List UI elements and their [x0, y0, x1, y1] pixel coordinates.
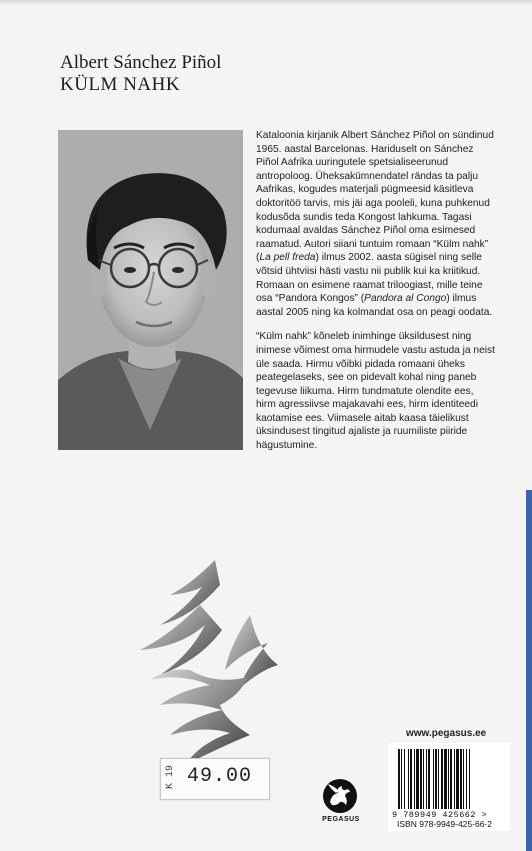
book-title: KÜLM NAHK: [60, 74, 181, 95]
author-biography: [256, 129, 496, 464]
barcode-number: 9 789949 425662 >: [392, 810, 488, 820]
barcode-bar: [408, 749, 409, 809]
author-portrait-icon: [58, 130, 243, 450]
price-value: 49.00: [187, 765, 253, 788]
top-edge-shadow: [0, 0, 532, 6]
barcode-bar: [401, 749, 402, 809]
barcode-bar: [428, 749, 430, 809]
barcode: [388, 743, 510, 831]
barcode-bar: [466, 749, 467, 809]
barcode-bar: [450, 749, 452, 809]
bio-paragraph-1: Kataloonia kirjanik Albert Sánchez Piñol on sündinud 1965. aastal Barcelonas. Hariduselt on Sánchez Piñol Aafrika uuringutele spetsialiseerunud antropoloog. Üheksakümnendatel rändas ta palju Aafrikas, kogudes materjali pügmeesid käsitleva doktoritöö tarvis, mis jäi aga pooleli, kuna puhkenud kodusõda sundis teda Kongost lahkuma. Tagasi kodumaal avaldas Sánchez Piñol oma esimesed raamatud. Autori siiani tuntuim romaan “Külm nahk” (La pell freda) ilmus 2002. aasta sügisel ning selle võtsid ühtviisi hästi vastu nii publik kui ka kriitikud. Romaan on esimene raamat triloogiast, mille teine osa “Pandora Kongos” (Pandora al Congo) ilmus aastal 2005 ning ka kolmandat osa on peagi oodata.: [256, 130, 494, 318]
barcode-bar: [433, 749, 434, 809]
price-code: K 19: [165, 765, 176, 790]
barcode-bar: [414, 749, 415, 809]
barcode-bar: [398, 749, 400, 809]
barcode-bar: [416, 749, 419, 809]
barcode-bar: [469, 749, 470, 809]
publisher-name: PEGASUS: [322, 816, 360, 823]
barcode-bar: [444, 749, 447, 809]
bio-paragraph-2: “Külm nahk” kõneleb inimhinge üksildusest ning inimese võimest oma hirmudele vastu astuda ja neist üle saada. Hirmu võibki pidada romaani üheks peategelaseks, see on pidevalt kohal ning paneb tegevuse liikuma. Hirm tundmatute olendite ees, hirm agressiivse majakavahi ees, hirm identiteedi kaotamise ees. Viimasele aitab kaasa täielikust üksindusest tingitud ajaliste ja ruumiliste piiride hägustumine.: [256, 331, 495, 452]
barcode-bar: [438, 749, 439, 809]
barcode-bar: [426, 749, 427, 809]
barcode-bar: [435, 749, 437, 809]
author-photo: [58, 130, 243, 450]
publisher-url: www.pegasus.ee: [406, 728, 487, 739]
barcode-bar: [460, 749, 462, 809]
barcode-bar: [420, 749, 422, 809]
barcode-bar: [423, 749, 424, 809]
barcode-bar: [454, 749, 455, 809]
tribal-emblem-icon: [130, 555, 280, 775]
barcode-bar: [456, 749, 459, 809]
spine-edge: [526, 490, 532, 851]
barcode-bar: [448, 749, 449, 809]
pegasus-horse-icon: [322, 778, 358, 814]
price-sticker: [160, 758, 270, 800]
isbn-number: ISBN 978-9949-425-66-2: [397, 819, 492, 829]
barcode-bar: [463, 749, 464, 809]
barcode-bar: [441, 749, 443, 809]
barcode-bar: [410, 749, 412, 809]
barcode-bar: [404, 749, 405, 809]
ean-barcode-icon: [398, 749, 502, 809]
author-name: Albert Sánchez Piñol: [60, 52, 222, 73]
